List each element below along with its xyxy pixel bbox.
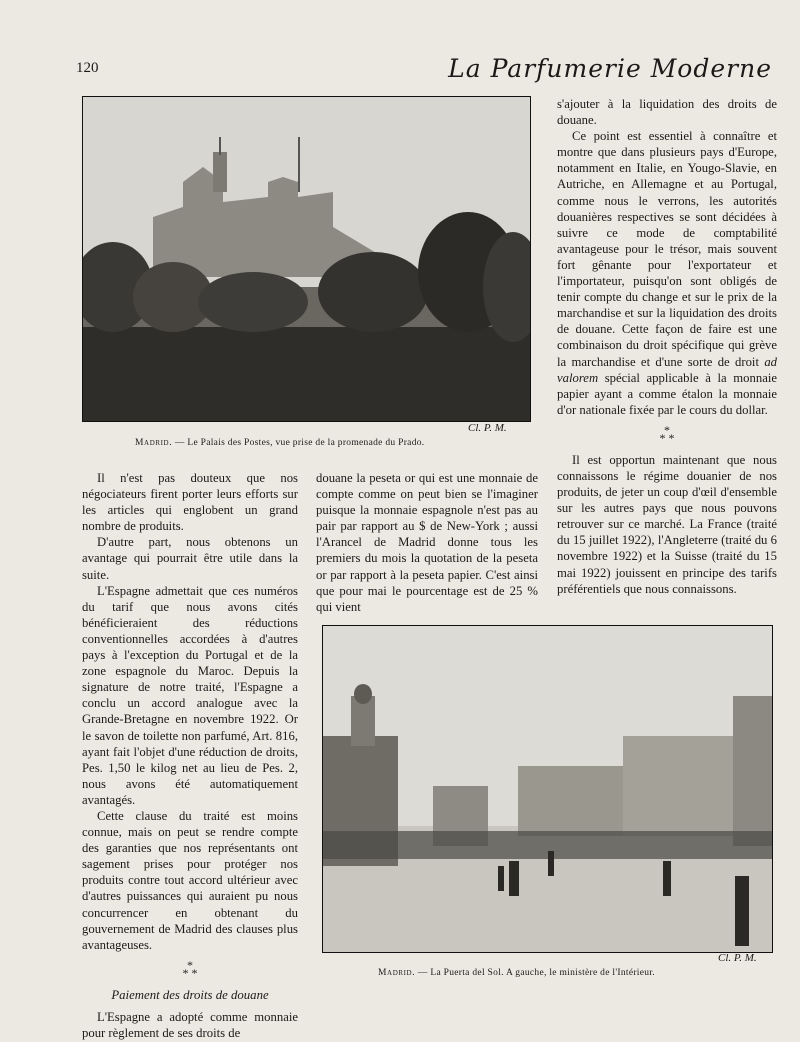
photo-palais-drawing <box>83 97 530 421</box>
photo1-caption-text: — Le Palais des Postes, vue prise de la promenade du Prado. <box>172 438 425 448</box>
photo1-caption-place: Madrid. <box>135 438 173 448</box>
page-number: 120 <box>76 60 99 76</box>
right-col-p2-italic: ad valorem <box>557 354 777 385</box>
right-col-p2-text: Ce point est essentiel à connaître et montre que dans plusieurs pays d'Europe, notamment en Italie, en Yougo-Slavie, en Autriche, en Allemagne et au Portugal, comme nous le verrons, les autorités douanières respectives se sont décidées à suivre ce mode de comptabilité avantageuse pour le trésor, mais souvent fort gênante pour l'exportateur et l'importateur, puisqu'on sont obligés de tenir compte du change et sur le prix de la marchandise et sur la liquidation des droits de douane. Cette façon de faire est une combinaison du droit spécifique qui grève la marchandise et d'une sorte de droit <box>557 129 777 369</box>
left-col-paragraph-2: D'autre part, nous obtenons un avantage qui pourrait être utile dans la suite. <box>82 535 298 582</box>
middle-column <box>316 470 538 615</box>
photo2-caption-place: Madrid. <box>378 968 416 978</box>
right-col-paragraph-1: s'ajouter à la liquidation des droits de douane. <box>557 97 777 128</box>
right-col-p2-end: spécial applicable à la monnaie papier ayant a comme étalon la monnaie d'or nationale fixée par le cours du dollar. <box>557 370 777 417</box>
right-column <box>557 96 777 597</box>
masthead-title: La Parfumerie Moderne <box>448 54 772 83</box>
left-col-paragraph-3: L'Espagne admettait que ces numéros du tarif que nous avons cités bénéficieraient des réductions conventionnelles accordées à d'autres pays à l'exception du Portugal et de la zone espagnole du Maroc. Depuis la signature de notre traité, l'Espagne a conclu un accord analogue avec la Grande-Bretagne en novembre 1922. Or le savon de toilette non parfumé, Art. 816, ayant fait l'objet d'une réduction de droits, Pes. 1,50 le kilog net au lieu de Pes. 2, nous avons été automatiquement avantagés. <box>82 583 298 807</box>
photo1-caption <box>135 438 555 448</box>
left-column <box>82 470 298 1041</box>
right-col-paragraph-2 <box>557 128 777 418</box>
photo-palais-des-postes <box>82 96 531 422</box>
photo2-credit: Cl. P. M. <box>718 952 757 964</box>
right-col-asterism: * * * <box>659 422 675 445</box>
left-col-paragraph-4: Cette clause du traité est moins connue, mais on peut se rendre compte des garanties que nos représentants ont sagement prises pour protéger nos produits contre tout accord ultérieur avec d'autres puissances qui auraient pu nous concurrencer en obtenant du gouvernement de Madrid des clauses plus avantageuses. <box>82 808 298 952</box>
left-col-paragraph-1: Il n'est pas douteux que nos négociateurs firent porter leurs efforts sur les articles qui englobent un grand nombre de produits. <box>82 471 298 534</box>
photo2-caption <box>378 968 778 978</box>
left-col-asterism: * * * <box>182 957 198 980</box>
right-col-paragraph-3: Il est opportun maintenant que nous connaissons le régime douanier de nos produits, de jeter un coup d'œil d'ensemble sur les autres pays que nous pouvons retrouver sur ce marché. La France (traité du 15 juillet 1922), l'Angleterre (traité du 6 novembre 1922) et la Suisse (traité du 15 mai 1922) jouissent en principe des tarifs préférentiels que nous connaissons. <box>557 452 777 596</box>
photo-puerta-del-sol <box>322 625 773 953</box>
photo2-caption-text: — La Puerta del Sol. A gauche, le ministère de l'Intérieur. <box>415 968 655 978</box>
photo-puerta-drawing <box>323 626 772 952</box>
section-heading-paiement: Paiement des droits de douane <box>111 987 269 1002</box>
middle-col-paragraph-1: douane la peseta or qui est une monnaie de compte comme on peut bien se l'imaginer puisque la monnaie espagnole n'est pas au pair par rapport au $ de New-York ; aussi l'Arancel de Madrid donne tous les premiers du mois la quotation de la peseta or par rapport à la peseta papier. C'est ainsi que pour mai le pourcentage est de 25 % qui vient <box>316 471 538 614</box>
photo1-credit: Cl. P. M. <box>468 422 507 434</box>
left-col-paragraph-5: L'Espagne a adopté comme monnaie pour règlement de ses droits de <box>82 1009 298 1040</box>
